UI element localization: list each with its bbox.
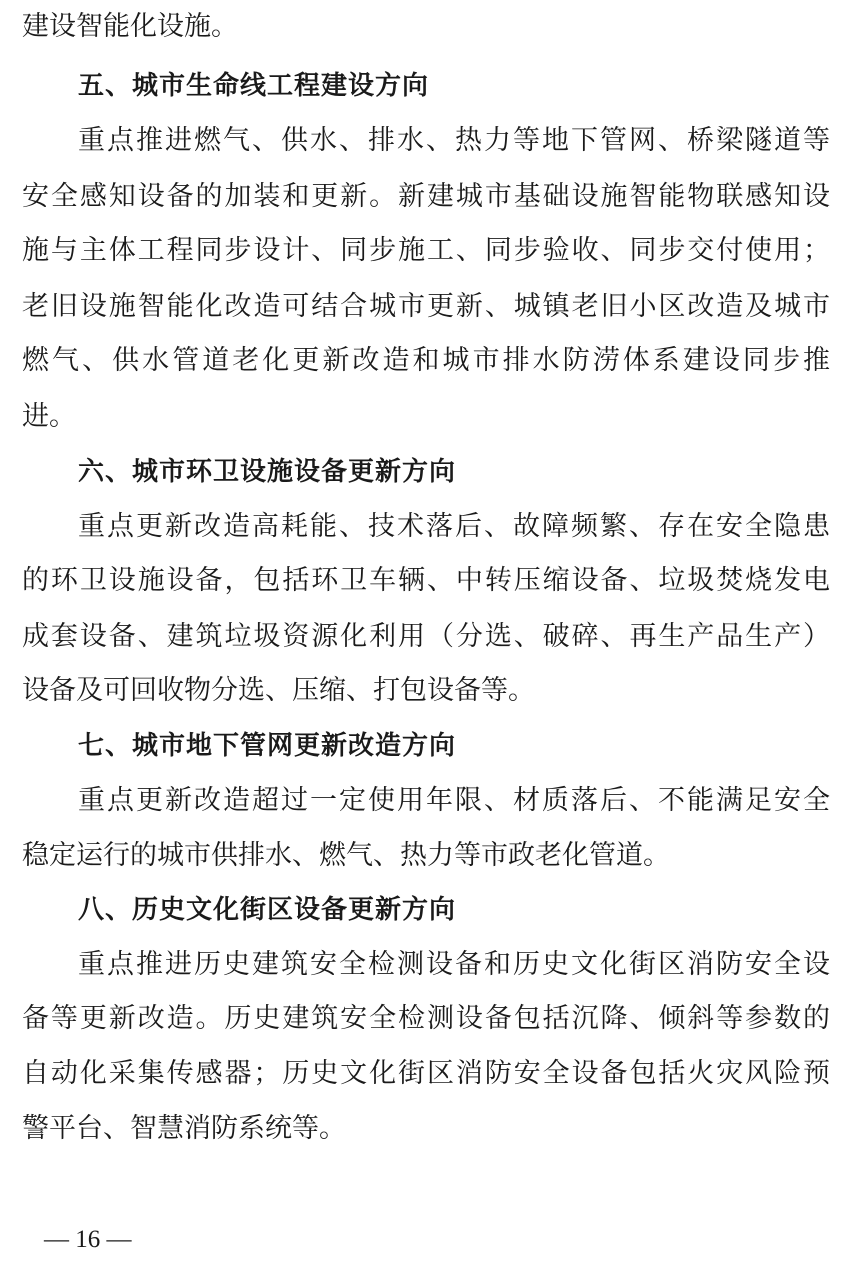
body-line: 施与主体工程同步设计、同步施工、同步验收、同步交付使用；	[22, 235, 830, 266]
body-line: 老旧设施智能化改造可结合城市更新、城镇老旧小区改造及城市	[22, 291, 830, 322]
body-line: 备等更新改造。历史建筑安全检测设备包括沉降、倾斜等参数的	[22, 1003, 830, 1034]
body-line: 稳定运行的城市供排水、燃气、热力等市政老化管道。	[22, 840, 670, 871]
body-line: 燃气、供水管道老化更新改造和城市排水防涝体系建设同步推	[22, 345, 830, 376]
body-line: 建设智能化设施。	[22, 11, 238, 42]
body-line: 设备及可回收物分选、压缩、打包设备等。	[22, 675, 535, 706]
body-line: 警平台、智慧消防系统等。	[22, 1113, 346, 1144]
paragraph-first-line: 重点更新改造高耗能、技术落后、故障频繁、存在安全隐患	[78, 511, 830, 542]
body-line: 安全感知设备的加装和更新。新建城市基础设施智能物联感知设	[22, 181, 830, 212]
section-heading-5: 五、城市生命线工程建设方向	[78, 71, 430, 101]
body-line: 进。	[22, 401, 76, 432]
body-line: 自动化采集传感器；历史文化街区消防安全设备包括火灾风险预	[22, 1058, 830, 1089]
paragraph-first-line: 重点推进历史建筑安全检测设备和历史文化街区消防安全设	[78, 949, 830, 980]
section-heading-7: 七、城市地下管网更新改造方向	[78, 731, 457, 761]
body-line: 成套设备、建筑垃圾资源化利用（分选、破碎、再生产品生产）	[22, 621, 830, 652]
section-heading-6: 六、城市环卫设施设备更新方向	[78, 457, 457, 487]
paragraph-first-line: 重点推进燃气、供水、排水、热力等地下管网、桥梁隧道等	[78, 125, 830, 156]
body-line: 的环卫设施设备，包括环卫车辆、中转压缩设备、垃圾焚烧发电	[22, 565, 830, 596]
page-number: — 16 —	[44, 1226, 132, 1253]
section-heading-8: 八、历史文化街区设备更新方向	[78, 895, 457, 925]
paragraph-first-line: 重点更新改造超过一定使用年限、材质落后、不能满足安全	[78, 785, 830, 816]
